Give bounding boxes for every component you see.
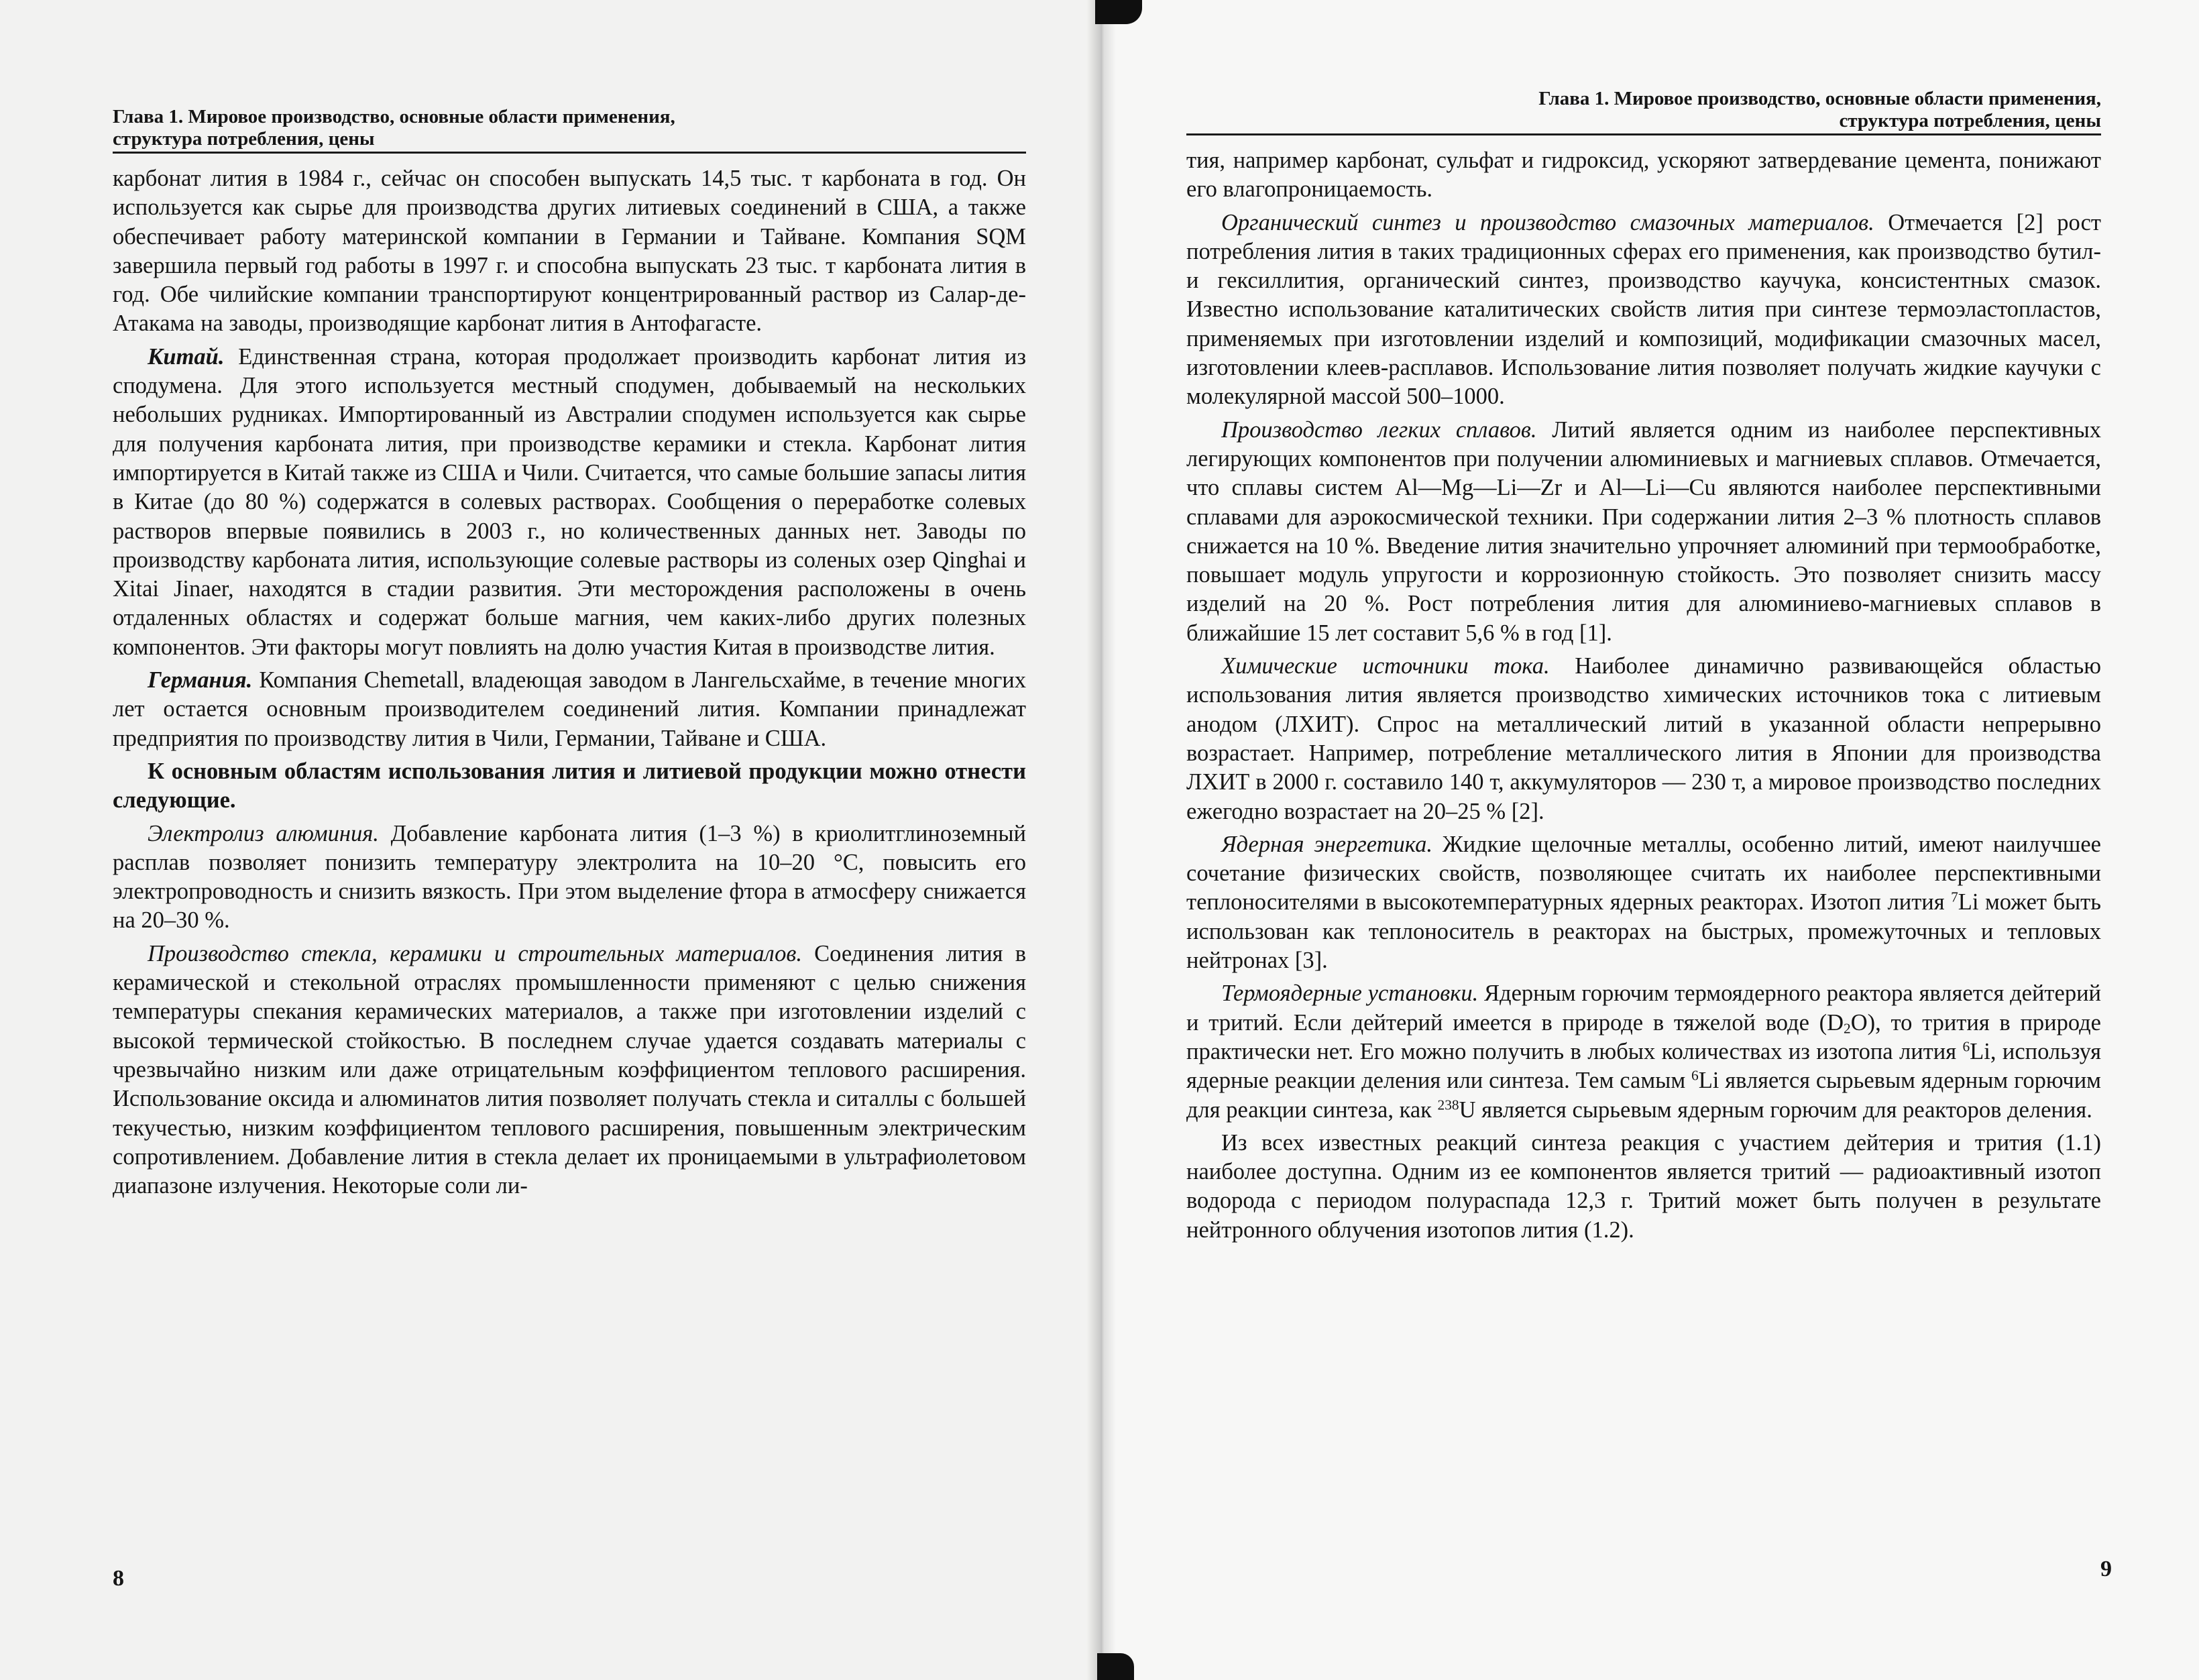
paragraph-lead: Химические источники тока. bbox=[1221, 653, 1550, 679]
paragraph-applications-intro: К основным областям использования лития и литиевой продукции можно отнести следующие. bbox=[113, 758, 1026, 814]
paragraph-lead: Производство стекла, керамики и строительных материалов. bbox=[148, 940, 802, 966]
paragraph-body: Единственная страна, которая продолжает производить карбонат лития из сподумена. Для этого используется местный сподумен, добываемый на нескольких небольших рудниках. Импортированный из Австралии сподумен используется как сырье для получения карбоната лития, при производстве керамики и стекла. Карбонат лития импортируется в Китай также из США и Чили. Считается, что самые большие запасы лития в Китае (до 80 %) содержатся в солевых растворах. Сообщения о переработке солевых растворов впервые появились в 2003 г., но количественных данных нет. Заводы по производству карбоната лития, использующие солевые растворы из соленых озер Qinghai и Xitai Jinaer, находятся в стадии развития. Эти месторождения расположены в очень отдаленных областях и содержат больше магния, чем каких-либо других полезных компонентов. Эти факторы могут повлиять на долю участия Китая в производстве лития. bbox=[113, 343, 1026, 660]
paragraph-lead: Германия. bbox=[148, 667, 253, 693]
paragraph-fusion-installations bbox=[1186, 979, 2101, 1124]
paragraph-body: Li, используя ядерные реакции деления или синтеза. Тем самым bbox=[1186, 1038, 2101, 1094]
paragraph-body: O), то трития в природе практически нет. Его можно получить в любых количествах из изотопа лития bbox=[1186, 1009, 2101, 1064]
paragraph-body: Литий является одним из наиболее перспективных легирующих компонентов при получении алюминиевых и магниевых сплавов. Отмечается, что сплавы систем Al—Mg—Li—Zr и Al—Li—Cu являются наиболее перспективными сплавами для аэрокосмической техники. При содержании лития 2–3 % плотность сплавов снижается на 10 %. Введение лития значительно упрочняет алюминий при термообработке, повышает модуль упругости и коррозионную стойкость. Это позволяет снизить массу изделий на 20 %. Рост потребления лития для алюминиево-магниевых сплавов в ближайшие 15 лет составит 5,6 % в год [1]. bbox=[1186, 416, 2101, 646]
book-spine-bottom bbox=[1097, 1653, 1134, 1680]
isotope-superscript: 238 bbox=[1437, 1096, 1459, 1113]
body-text-right bbox=[1186, 146, 2101, 1245]
isotope-superscript: 6 bbox=[1962, 1038, 1970, 1055]
paragraph-body: Соединения лития в керамической и стекольной отраслях промышленности применяют с целью снижения температуры спекания керамических материалов, а также при изготовлении изделий с высокой термической стойкостью. В последнем случае удается создавать материалы с чрезвычайно низким или даже отрицательным коэффициентом теплового расширения. Использование оксида и алюминатов лития позволяет получать стекла и ситаллы с большей текучестью, низким коэффициентом теплового расширения, повышенным электрическим сопротивлением. Добавление лития в стекла делает их проницаемыми в ультрафиолетовом диапазоне излучения. Некоторые соли ли- bbox=[113, 940, 1026, 1199]
paragraph-lead: Электролиз алюминия. bbox=[148, 820, 379, 846]
paragraph-nuclear-energy bbox=[1186, 830, 2101, 975]
paragraph-china bbox=[113, 343, 1026, 662]
paragraph-lead: Ядерная энергетика. bbox=[1221, 831, 1432, 857]
paragraph-organic-synthesis bbox=[1186, 209, 2101, 412]
paragraph-body: Компания Chemetall, владеющая заводом в Лангельсхайме, в течение многих лет остается основным производителем соединений лития. Компании принадлежат предприятия по производству лития в Чили, Германии, Тайване и США. bbox=[113, 667, 1026, 751]
paragraph-chemical-power-sources bbox=[1186, 652, 2101, 826]
header-line-2: структура потребления, цены bbox=[113, 128, 375, 150]
paragraph-body: Li может быть использован как теплоноситель в реакторах на быстрых, промежуточных и тепловых нейтронах [3]. bbox=[1186, 889, 2101, 974]
header-line-2: структура потребления, цены bbox=[1839, 110, 2101, 131]
paragraph-fusion-reactions: Из всех известных реакций синтеза реакция с участием дейтерия и трития (1.1) наиболее доступна. Одним из ее компонентов является тритий — радиоактивный изотоп водорода с периодом полураспада 12,3 г. Тритий может быть получен в результате нейтронного облучения изотопов лития (1.2). bbox=[1186, 1129, 2101, 1243]
body-text-left bbox=[113, 164, 1026, 1200]
paragraph-lead: Органический синтез и производство смазочных материалов. bbox=[1221, 209, 1874, 235]
right-page bbox=[1100, 0, 2199, 1680]
paragraph-body: Отмечается [2] рост потребления лития в таких традиционных сферах его применения, как производство бутил- и гексиллития, органический синтез, производство каучука, консистентных смазок. Известно использование каталитических свойств лития при синтезе термоэластопластов, применяемых при изготовлении изделий и композиций, модификации смазочных масел, изготовлении клеев-расплавов. Использование лития позволяет получать жидкие каучуки с молекулярной массой 500–1000. bbox=[1186, 209, 2101, 410]
paragraph-body: Добавление карбоната лития (1–3 %) в криолитглиноземный расплав позволяет понизить температуру электролита на 10–20 °С, повысить его электропроводность и снизить вязкость. При этом выделение фтора в атмосферу снижается на 20–30 %. bbox=[113, 820, 1026, 934]
left-page-content bbox=[113, 106, 1026, 1200]
paragraph-lead: Производство легких сплавов. bbox=[1221, 416, 1537, 443]
book-gutter-shadow bbox=[1086, 0, 1116, 1680]
page-number-right: 9 bbox=[2100, 1557, 2112, 1581]
paragraph: тия, например карбонат, сульфат и гидроксид, ускоряют затвердевание цемента, понижают его влагопроницаемость. bbox=[1186, 148, 2101, 203]
right-page-content bbox=[1186, 88, 2101, 1245]
paragraph-lead: Термоядерные установки. bbox=[1221, 981, 1479, 1007]
book-spine-top bbox=[1095, 0, 1142, 24]
paragraph-body: Ядерным горючим термоядерного реактора является дейтерий и тритий. Если дейтерий имеется в природе в тяжелой воде (D bbox=[1186, 981, 2101, 1035]
paragraph: карбонат лития в 1984 г., сейчас он способен выпускать 14,5 тыс. т карбоната в год. Он используется как сырье для производства других литиевых соединений в США, а также обеспечивает работу материнской компании в Германии и Тайване. Компания SQM завершила первый год работы в 1997 г. и способна выпускать 23 тыс. т карбоната лития в год. Обе чилийские компании транспортируют концентрированный раствор из Салар-де-Атакама на заводы, производящие карбонат лития в Антофагасте. bbox=[113, 166, 1026, 337]
paragraph-body: Наиболее динамично развивающейся областью использования лития является производство химических источников тока с литиевым анодом (ЛХИТ). Спрос на металлический литий в указанной области непрерывно возрастает. Например, потребление металлического лития в Японии для производства ЛХИТ в 2000 г. составило 140 т, аккумуляторов — 230 т, а мировое производство последних ежегодно возрастает на 20–25 % [2]. bbox=[1186, 653, 2101, 824]
paragraph-light-alloys bbox=[1186, 416, 2101, 648]
paragraph-aluminium-electrolysis bbox=[113, 820, 1026, 936]
isotope-superscript: 7 bbox=[1951, 889, 1958, 905]
header-line-1: Глава 1. Мировое производство, основные области применения, bbox=[113, 106, 675, 127]
paragraph-body: Li является сырьевым ядерным горючим для реакции синтеза, как bbox=[1186, 1068, 2101, 1123]
page-number-left: 8 bbox=[113, 1566, 124, 1591]
paragraph-lead: Китай. bbox=[148, 343, 225, 370]
paragraph-body: U является сырьевым ядерным горючим для реакторов деления. bbox=[1459, 1097, 2092, 1123]
isotope-superscript: 6 bbox=[1691, 1067, 1699, 1084]
paragraph-glass-ceramics bbox=[113, 940, 1026, 1201]
running-header-right bbox=[1186, 88, 2101, 135]
running-header-left bbox=[113, 106, 1026, 154]
header-line-1: Глава 1. Мировое производство, основные области применения, bbox=[1538, 88, 2101, 109]
paragraph-body: Жидкие щелочные металлы, особенно литий, имеют наилучшее сочетание физических свойств, позволяющее считать их наиболее перспективными теплоносителями в высокотемпературных ядерных реакторах. Изотоп лития bbox=[1186, 831, 2101, 915]
subscript: 2 bbox=[1844, 1019, 1851, 1036]
paragraph-germany bbox=[113, 666, 1026, 753]
